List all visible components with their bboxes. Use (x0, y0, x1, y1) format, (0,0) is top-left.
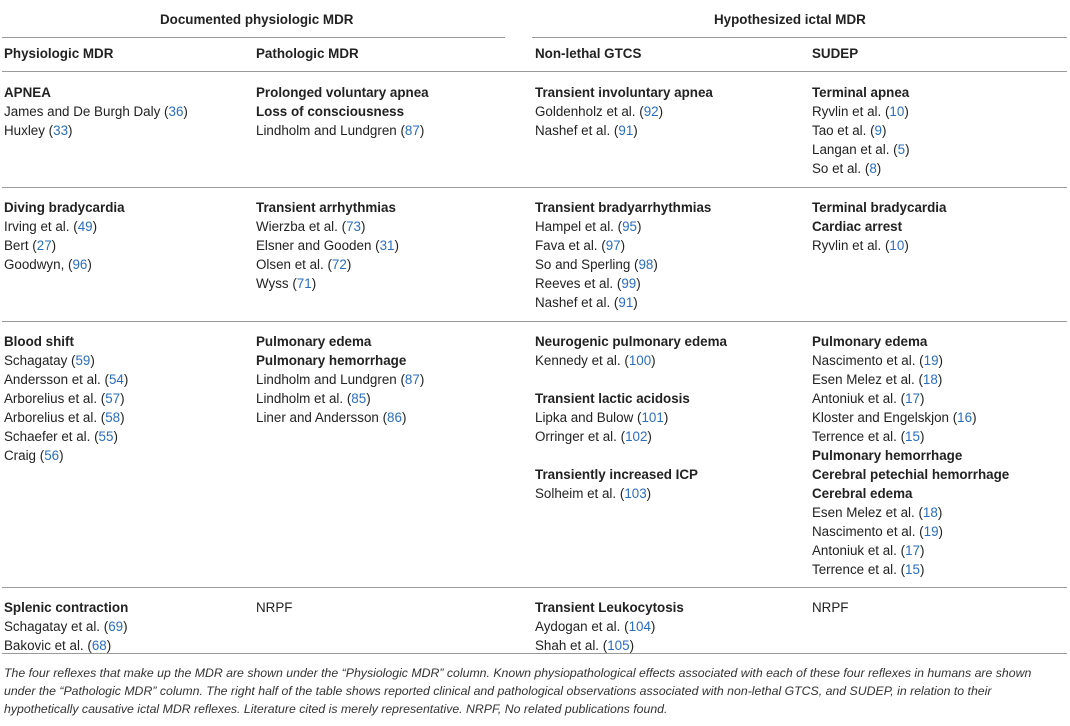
citation-text: Craig (4, 448, 40, 463)
citation-text: Nashef et al. (535, 295, 614, 310)
cell-heading: Cardiac arrest (812, 219, 903, 234)
table-bottom-rule (2, 653, 1067, 654)
citation-text: Aydogan et al. (535, 619, 625, 634)
citation-line: Bakovic et al. (68) (4, 638, 112, 653)
citation-line: Terrence et al. (15) (812, 562, 925, 577)
citation-text: Langan et al. (812, 142, 894, 157)
citation-text: Liner and Andersson (256, 410, 383, 425)
citation-text: Antoniuk et al. (812, 391, 901, 406)
citation-text: Kloster and Engelskjon (812, 410, 953, 425)
cell-heading: Transient lactic acidosis (535, 391, 690, 406)
citation-line: Schagatay (59) (4, 353, 95, 368)
citation-text: Lindholm and Lundgren (256, 372, 401, 387)
cell-spacer (535, 446, 727, 465)
reference-link[interactable]: 16 (957, 410, 973, 425)
reference-link[interactable]: 85 (351, 391, 367, 406)
citation-line: Nashef et al. (91) (535, 123, 638, 138)
citation-line: Andersson et al. (54) (4, 372, 129, 387)
table-cell-pathologic (256, 332, 424, 427)
reference-link[interactable]: 102 (625, 429, 648, 444)
reference-link[interactable]: 73 (346, 219, 361, 234)
cell-heading: Transient involuntary apnea (535, 85, 713, 100)
citation-text: Nascimento et al. (812, 353, 920, 368)
table-cell-pathologic (256, 198, 399, 293)
reference-link[interactable]: 10 (889, 238, 905, 253)
cell-heading: Terminal apnea (812, 85, 910, 100)
citation-text: Lindholm and Lundgren (256, 123, 401, 138)
reference-link[interactable]: 68 (91, 638, 107, 653)
citation-line: Ryvlin et al. (10) (812, 104, 909, 119)
table-cell-physiologic (4, 332, 128, 465)
citation-text: So and Sperling (535, 257, 635, 272)
cell-heading: Loss of consciousness (256, 104, 405, 119)
citation-line: Esen Melez et al. (18) (812, 372, 943, 387)
reference-link[interactable]: 54 (108, 372, 124, 387)
citation-text: Ryvlin et al. (812, 238, 885, 253)
group-header-hypothesized: Hypothesized ictal MDR (714, 12, 866, 27)
reference-link[interactable]: 99 (621, 276, 637, 291)
citation-text: Olsen et al. (256, 257, 328, 272)
citation-text: Fava et al. (535, 238, 602, 253)
citation-line: Schaefer et al. (55) (4, 429, 118, 444)
table-cell-sudep (812, 332, 1009, 579)
group-header-documented: Documented physiologic MDR (160, 12, 354, 27)
citation-text: Arborelius et al. (4, 391, 101, 406)
reference-link[interactable]: 19 (923, 524, 939, 539)
citation-line: Terrence et al. (15) (812, 429, 925, 444)
column-header-sudep: SUDEP (812, 46, 859, 61)
citation-text: Shah et al. (535, 638, 603, 653)
reference-link[interactable]: 95 (622, 219, 637, 234)
citation-line: Antoniuk et al. (17) (812, 543, 925, 558)
reference-link[interactable]: 33 (53, 123, 69, 138)
cell-heading: Cerebral petechial hemorrhage (812, 467, 1010, 482)
citation-text: NRPF (812, 600, 849, 615)
reference-link[interactable]: 87 (404, 372, 420, 387)
citation-line: Lipka and Bulow (101) (535, 410, 669, 425)
cell-heading: Pulmonary edema (256, 334, 372, 349)
table-cell-pathologic (256, 83, 429, 140)
table-caption: The four reflexes that make up the MDR are shown under the “Physiologic MDR” column. Known physiopathological effects associated with each of these four reflexes in humans are shown under the “Pathologic MDR” column. The right half of the table shows reported clinical and pathological observations associated with non-lethal GTCS, and SUDEP, in relation to their hypothetically causative ictal MDR reflexes. Literature cited is merely representative. NRPF, No related publications found. (4, 666, 1032, 716)
citation-line: Bert (27) (4, 238, 57, 253)
cell-heading: Transient Leukocytosis (535, 600, 684, 615)
citation-text: Esen Melez et al. (812, 505, 919, 520)
citation-line: Arborelius et al. (57) (4, 391, 125, 406)
cell-heading: Pulmonary hemorrhage (812, 448, 963, 463)
citation-line: Fava et al. (97) (535, 238, 626, 253)
cell-spacer (535, 370, 727, 389)
table-cell-nonlethal (535, 198, 711, 312)
citation-text: Elsner and Gooden (256, 238, 376, 253)
citation-text: Arborelius et al. (4, 410, 101, 425)
reference-link[interactable]: 100 (628, 353, 652, 368)
citation-line: Liner and Andersson (86) (256, 410, 407, 425)
citation-text: Schaefer et al. (4, 429, 95, 444)
reference-link[interactable]: 17 (905, 543, 920, 558)
reference-link[interactable]: 18 (922, 505, 938, 520)
citation-text: Esen Melez et al. (812, 372, 919, 387)
citation-line: Schagatay et al. (69) (4, 619, 128, 634)
reference-link[interactable]: 57 (105, 391, 121, 406)
citation-text: Lindholm et al. (256, 391, 347, 406)
reference-link[interactable]: 101 (641, 410, 664, 425)
citation-text: Ryvlin et al. (812, 104, 885, 119)
table-cell-physiologic (4, 198, 125, 274)
citation-line: So and Sperling (98) (535, 257, 658, 272)
citation-text: Terrence et al. (812, 562, 901, 577)
citation-text: Goodwyn, (4, 257, 69, 272)
reference-link[interactable]: 17 (905, 391, 920, 406)
reference-link[interactable]: 55 (98, 429, 114, 444)
reference-link[interactable]: 49 (77, 219, 93, 234)
citation-line: Arborelius et al. (58) (4, 410, 125, 425)
citation-line: Goodwyn, (96) (4, 257, 92, 272)
citation-line: Wyss (71) (256, 276, 317, 291)
cell-heading: Prolonged voluntary apnea (256, 85, 429, 100)
reference-link[interactable]: 91 (618, 123, 634, 138)
table-cell-physiologic (4, 83, 188, 140)
citation-text: Nashef et al. (535, 123, 614, 138)
citation-line: Nascimento et al. (19) (812, 353, 944, 368)
citation-text: Irving et al. (4, 219, 74, 234)
citation-text: Lipka and Bulow (535, 410, 637, 425)
table-cell-pathologic (256, 598, 292, 617)
reference-link[interactable]: 15 (905, 562, 920, 577)
row-divider (2, 187, 1067, 188)
citation-text: Antoniuk et al. (812, 543, 901, 558)
citation-line: Goldenholz et al. (92) (535, 104, 664, 119)
column-header-pathologic: Pathologic MDR (256, 46, 359, 61)
citation-line: Hampel et al. (95) (535, 219, 642, 234)
column-header-nonlethal: Non-lethal GTCS (535, 46, 642, 61)
citation-text: Tao et al. (812, 123, 871, 138)
reference-link[interactable]: 27 (36, 238, 52, 253)
reference-link[interactable]: 71 (296, 276, 312, 291)
reference-link[interactable]: 18 (922, 372, 938, 387)
cell-heading: Transient bradyarrhythmias (535, 200, 712, 215)
cell-heading: APNEA (4, 85, 51, 100)
citation-text: James and De Burgh Daly (4, 104, 165, 119)
reference-link[interactable]: 98 (638, 257, 654, 272)
cell-heading: Splenic contraction (4, 600, 129, 615)
citation-line: Aydogan et al. (104) (535, 619, 656, 634)
row-divider (2, 587, 1067, 588)
citation-line: Orringer et al. (102) (535, 429, 652, 444)
reference-link[interactable]: 31 (379, 238, 395, 253)
citation-line (256, 598, 292, 617)
cell-heading: Terminal bradycardia (812, 200, 947, 215)
citation-line: So et al. (8) (812, 161, 882, 176)
table-cell-nonlethal (535, 598, 684, 655)
citation-line: Lindholm and Lundgren (87) (256, 123, 425, 138)
reference-link[interactable]: 19 (923, 353, 939, 368)
table-cell-nonlethal (535, 83, 713, 140)
citation-text: So et al. (812, 161, 865, 176)
column-header-physiologic: Physiologic MDR (4, 46, 114, 61)
cell-heading: Diving bradycardia (4, 200, 125, 215)
citation-line: Nascimento et al. (19) (812, 524, 944, 539)
citation-line: Irving et al. (49) (4, 219, 98, 234)
citation-line: Esen Melez et al. (18) (812, 505, 943, 520)
cell-heading: Pulmonary edema (812, 334, 928, 349)
reference-link[interactable]: 96 (72, 257, 88, 272)
citation-line: Ryvlin et al. (10) (812, 238, 909, 253)
reference-link[interactable]: 104 (628, 619, 651, 634)
citation-text: Wyss (256, 276, 293, 291)
row-divider (2, 321, 1067, 322)
reference-link[interactable]: 87 (404, 123, 420, 138)
cell-heading: Transiently increased ICP (535, 467, 698, 482)
reference-link[interactable]: 56 (44, 448, 60, 463)
citation-line: Huxley (33) (4, 123, 73, 138)
citation-text: Terrence et al. (812, 429, 901, 444)
citation-text: Schagatay et al. (4, 619, 104, 634)
cell-heading: Pulmonary hemorrhage (256, 353, 407, 368)
table-cell-physiologic (4, 598, 128, 655)
reference-link[interactable]: 97 (605, 238, 621, 253)
reference-link[interactable]: 36 (168, 104, 184, 119)
citation-line: James and De Burgh Daly (36) (4, 104, 188, 119)
reference-link[interactable]: 86 (387, 410, 402, 425)
citation-text: Schagatay (4, 353, 71, 368)
reference-link[interactable]: 10 (889, 104, 905, 119)
reference-link[interactable]: 72 (331, 257, 347, 272)
citation-text: Solheim et al. (535, 486, 620, 501)
citation-text: Bert (4, 238, 33, 253)
reference-link[interactable]: 92 (643, 104, 659, 119)
header-rule (2, 71, 1067, 72)
citation-line: Craig (56) (4, 448, 64, 463)
table-cell-sudep (812, 598, 848, 617)
citation-line (812, 598, 848, 617)
citation-line: Langan et al. (5) (812, 142, 910, 157)
reference-link[interactable]: 59 (75, 353, 91, 368)
citation-text: Hampel et al. (535, 219, 618, 234)
cell-heading: Neurogenic pulmonary edema (535, 334, 727, 349)
reference-link[interactable]: 69 (108, 619, 124, 634)
reference-link[interactable]: 9 (874, 123, 882, 138)
reference-link[interactable]: 8 (869, 161, 877, 176)
citation-text: Orringer et al. (535, 429, 621, 444)
citation-line: Tao et al. (9) (812, 123, 887, 138)
citation-line: Antoniuk et al. (17) (812, 391, 925, 406)
citation-line: Kennedy et al. (100) (535, 353, 656, 368)
cell-heading: Cerebral edema (812, 486, 913, 501)
citation-line: Lindholm and Lundgren (87) (256, 372, 425, 387)
reference-link[interactable]: 58 (105, 410, 121, 425)
citation-line: Lindholm et al. (85) (256, 391, 371, 406)
reference-link[interactable]: 5 (897, 142, 906, 157)
citation-text: Andersson et al. (4, 372, 105, 387)
citation-text: Wierzba et al. (256, 219, 342, 234)
reference-link[interactable]: 15 (905, 429, 920, 444)
citation-line: Elsner and Gooden (31) (256, 238, 399, 253)
group-underline-left (2, 37, 505, 38)
citation-line: Shah et al. (105) (535, 638, 635, 653)
citation-line: Solheim et al. (103) (535, 486, 652, 501)
reference-link[interactable]: 91 (618, 295, 634, 310)
cell-heading: Transient arrhythmias (256, 200, 396, 215)
citation-line: Nashef et al. (91) (535, 295, 638, 310)
group-underline-right (532, 37, 1067, 38)
citation-text: Bakovic et al. (4, 638, 88, 653)
table-cell-sudep (812, 198, 946, 255)
table-cell-nonlethal (535, 332, 727, 503)
citation-text: Goldenholz et al. (535, 104, 640, 119)
cell-heading: Blood shift (4, 334, 74, 349)
table-cell-sudep (812, 83, 910, 178)
citation-text: Huxley (4, 123, 49, 138)
citation-text: Kennedy et al. (535, 353, 625, 368)
citation-line: Olsen et al. (72) (256, 257, 352, 272)
citation-line: Reeves et al. (99) (535, 276, 641, 291)
citation-line: Kloster and Engelskjon (16) (812, 410, 977, 425)
citation-text: Nascimento et al. (812, 524, 920, 539)
reference-link[interactable]: 105 (607, 638, 630, 653)
citation-text: Reeves et al. (535, 276, 617, 291)
reference-link[interactable]: 103 (624, 486, 647, 501)
citation-line: Wierzba et al. (73) (256, 219, 366, 234)
citation-text: NRPF (256, 600, 293, 615)
